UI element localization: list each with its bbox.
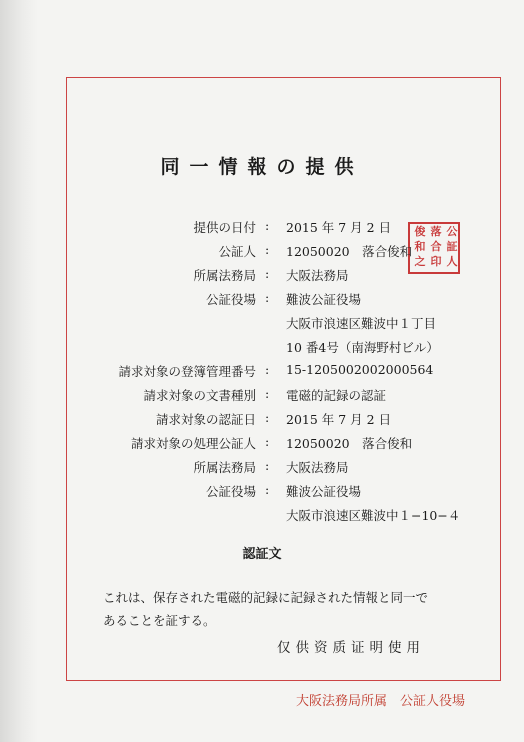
field-row — [0, 242, 524, 264]
field-row — [0, 434, 524, 456]
field-row — [0, 314, 524, 336]
field-row — [0, 410, 524, 432]
field-row — [0, 362, 524, 384]
field-label: 所属法務局 — [193, 268, 256, 283]
field-value: 大阪市浪速区難波中１−10−４ — [286, 508, 461, 523]
field-label: 請求対象の文書種別 — [143, 388, 256, 403]
field-value: 12050020 落合俊和 — [286, 436, 413, 451]
certification-line-2: あることを証する。 — [103, 613, 216, 628]
field-colon: : — [265, 482, 270, 497]
field-colon: : — [265, 458, 270, 473]
seal-char: 之 — [414, 255, 426, 268]
field-label: 請求対象の処理公証人 — [130, 436, 256, 451]
field-value: 2015 年 7 月 2 日 — [286, 412, 392, 427]
field-value: 大阪法務局 — [286, 460, 349, 475]
field-row — [0, 266, 524, 288]
field-colon: : — [265, 362, 270, 377]
field-label: 請求対象の認証日 — [155, 412, 256, 427]
field-value: 2015 年 7 月 2 日 — [286, 220, 392, 235]
seal-char: 和 — [414, 240, 426, 253]
field-value: 難波公証役場 — [286, 292, 362, 307]
field-value: 10 番4号（南海野村ビル） — [286, 340, 439, 355]
seal-char: 合 — [430, 240, 442, 253]
field-value: 大阪法務局 — [286, 268, 349, 283]
field-value: 大阪市浪速区難波中１丁目 — [286, 316, 437, 331]
field-colon: : — [265, 290, 270, 305]
field-value: 12050020 落合俊和 — [286, 244, 413, 259]
seal-char: 印 — [430, 255, 442, 268]
field-colon: : — [265, 386, 270, 401]
field-label: 公証役場 — [205, 292, 256, 307]
seal-char: 公 — [446, 225, 458, 238]
seal-char: 俊 — [414, 225, 426, 238]
certification-heading: 認証文 — [242, 547, 282, 562]
field-row — [0, 290, 524, 312]
field-value: 電磁的記録の認証 — [286, 388, 387, 403]
field-row — [0, 218, 524, 240]
field-label: 公証人 — [218, 244, 256, 259]
field-row — [0, 386, 524, 408]
field-label: 提供の日付 — [193, 220, 256, 235]
field-row — [0, 458, 524, 480]
field-label: 請求対象の登簿管理番号 — [118, 364, 256, 379]
field-colon: : — [265, 410, 270, 425]
footer-office: 大阪法務局所属 公証人役場 — [296, 694, 466, 709]
document-title: 同一情報の提供 — [160, 156, 364, 178]
field-label: 所属法務局 — [193, 460, 256, 475]
field-value: 難波公証役場 — [286, 484, 362, 499]
field-colon: : — [265, 434, 270, 449]
seal-char: 落 — [430, 225, 442, 238]
certification-line-1: これは、保存された電磁的記録に記録された情報と同一で — [103, 590, 429, 605]
seal-char: 人 — [446, 255, 458, 268]
field-row — [0, 482, 524, 504]
field-colon: : — [265, 242, 270, 257]
field-colon: : — [265, 266, 270, 281]
seal-char: 証 — [446, 240, 458, 253]
chinese-stamp: 仅供资质证明使用 — [277, 640, 425, 656]
field-row — [0, 506, 524, 528]
field-colon: : — [265, 218, 270, 233]
field-label: 公証役場 — [205, 484, 256, 499]
field-value: 15-1205002002000564 — [286, 362, 434, 377]
field-row — [0, 338, 524, 360]
